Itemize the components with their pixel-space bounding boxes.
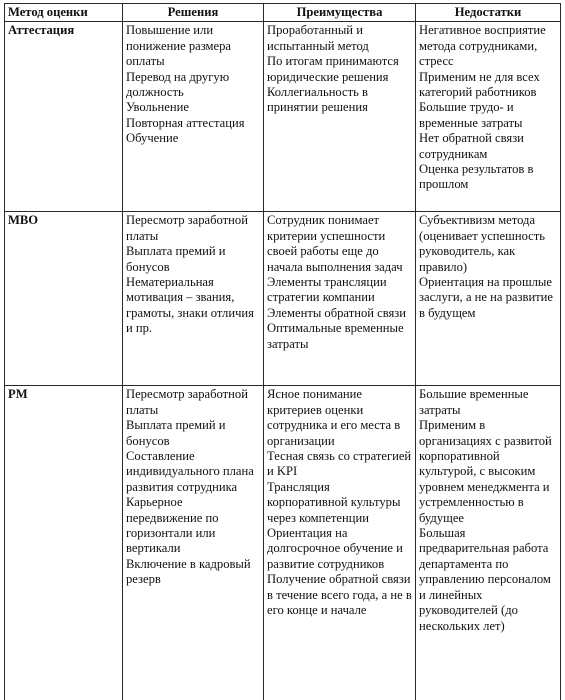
advantage-item: Проработанный и испытанный метод xyxy=(267,23,369,53)
header-row xyxy=(5,4,561,22)
advantage-item: Элементы трансляции стратегии компании xyxy=(267,275,387,305)
solutions-cell xyxy=(123,212,264,386)
solution-item: Пересмотр заработной платы xyxy=(126,387,248,417)
solution-item: Увольнение xyxy=(126,100,189,115)
disadvantage-item: Применим в организациях с развитой корпоративной культурой, с высоким уровнем менеджмента и устремленностью в будущее xyxy=(419,418,552,525)
advantage-item: Оптимальные временные затраты xyxy=(267,321,404,351)
evaluation-methods-table xyxy=(4,3,561,700)
solution-item: Карьерное передвижение по горизонтали или вертикали xyxy=(126,495,219,556)
advantages-cell xyxy=(264,22,416,212)
disadvantages-cell xyxy=(416,22,561,212)
disadvantages-cell xyxy=(416,212,561,386)
header-advantages: Преимущества xyxy=(264,4,416,22)
solution-item: Повторная аттестация xyxy=(126,115,245,130)
solutions-cell xyxy=(123,22,264,212)
method-cell: PM xyxy=(5,386,123,700)
disadvantages-cell xyxy=(416,386,561,700)
solution-item: Повышение или понижение размера оплаты xyxy=(126,23,231,69)
disadvantage-item: Нет обратной связи сотрудникам xyxy=(419,131,524,161)
disadvantage-item: Ориентация на прошлые заслуги, а не на развитие в будущем xyxy=(419,275,554,320)
advantage-item: Коллегиальность в принятии решения xyxy=(267,85,368,115)
table-header xyxy=(5,4,561,22)
advantages-cell xyxy=(264,386,416,700)
solution-item: Включение в кадровый резерв xyxy=(126,556,251,587)
table-body xyxy=(5,22,561,700)
advantage-item: Тесная связь со стратегией и KPI xyxy=(267,449,412,479)
solution-item: Нематериальная мотивация – звания, грамоты, знаки отличия и пр. xyxy=(126,275,254,336)
advantage-item: Сотрудник понимает критерии успешности своей работы еще до начала выполнения задач xyxy=(267,213,403,274)
solution-item: Составление индивидуального плана развития сотрудника xyxy=(126,449,254,494)
disadvantage-item: Субъективизм метода (оценивает успешность руководитель, как правило) xyxy=(419,213,546,274)
solution-item: Пересмотр заработной платы xyxy=(126,213,248,243)
disadvantage-item: Применим не для всех категорий работников xyxy=(419,69,540,100)
disadvantage-item: Негативное восприятие метода сотрудниками, стресс xyxy=(419,23,546,69)
advantage-item: По итогам принимаются юридические решения xyxy=(267,54,399,84)
advantage-item: Получение обратной связи в течение всего года, а не в его конце и начале xyxy=(267,572,412,618)
solution-item: Перевод на другую должность xyxy=(126,69,230,100)
method-cell: Аттестация xyxy=(5,22,123,212)
advantage-item: Трансляция корпоративной культуры через компетенции xyxy=(267,479,401,525)
header-method: Метод оценки xyxy=(5,4,123,22)
table-row xyxy=(5,386,561,700)
disadvantage-item: Оценка результатов в прошлом xyxy=(419,162,534,192)
table-row xyxy=(5,22,561,212)
solutions-cell xyxy=(123,386,264,700)
advantage-item: Ясное понимание критериев оценки сотрудника и его места в организации xyxy=(267,387,401,448)
table-row xyxy=(5,212,561,386)
disadvantage-item: Большая предварительная работа департамента по управлению персоналом и линейных руководителей (до нескольких лет) xyxy=(419,526,551,633)
method-cell: MBO xyxy=(5,212,123,386)
header-disadvantages: Недостатки xyxy=(416,4,561,22)
advantage-item: Ориентация на долгосрочное обучение и развитие сотрудников xyxy=(267,526,403,571)
disadvantage-item: Большие временные затраты xyxy=(419,387,529,417)
solution-item: Обучение xyxy=(126,131,179,146)
solution-item: Выплата премий и бонусов xyxy=(126,418,226,448)
disadvantage-item: Большие трудо- и временные затраты xyxy=(419,100,523,130)
advantage-item: Элементы обратной связи xyxy=(267,305,407,320)
solution-item: Выплата премий и бонусов xyxy=(126,244,226,274)
advantages-cell xyxy=(264,212,416,386)
header-solutions: Решения xyxy=(123,4,264,22)
